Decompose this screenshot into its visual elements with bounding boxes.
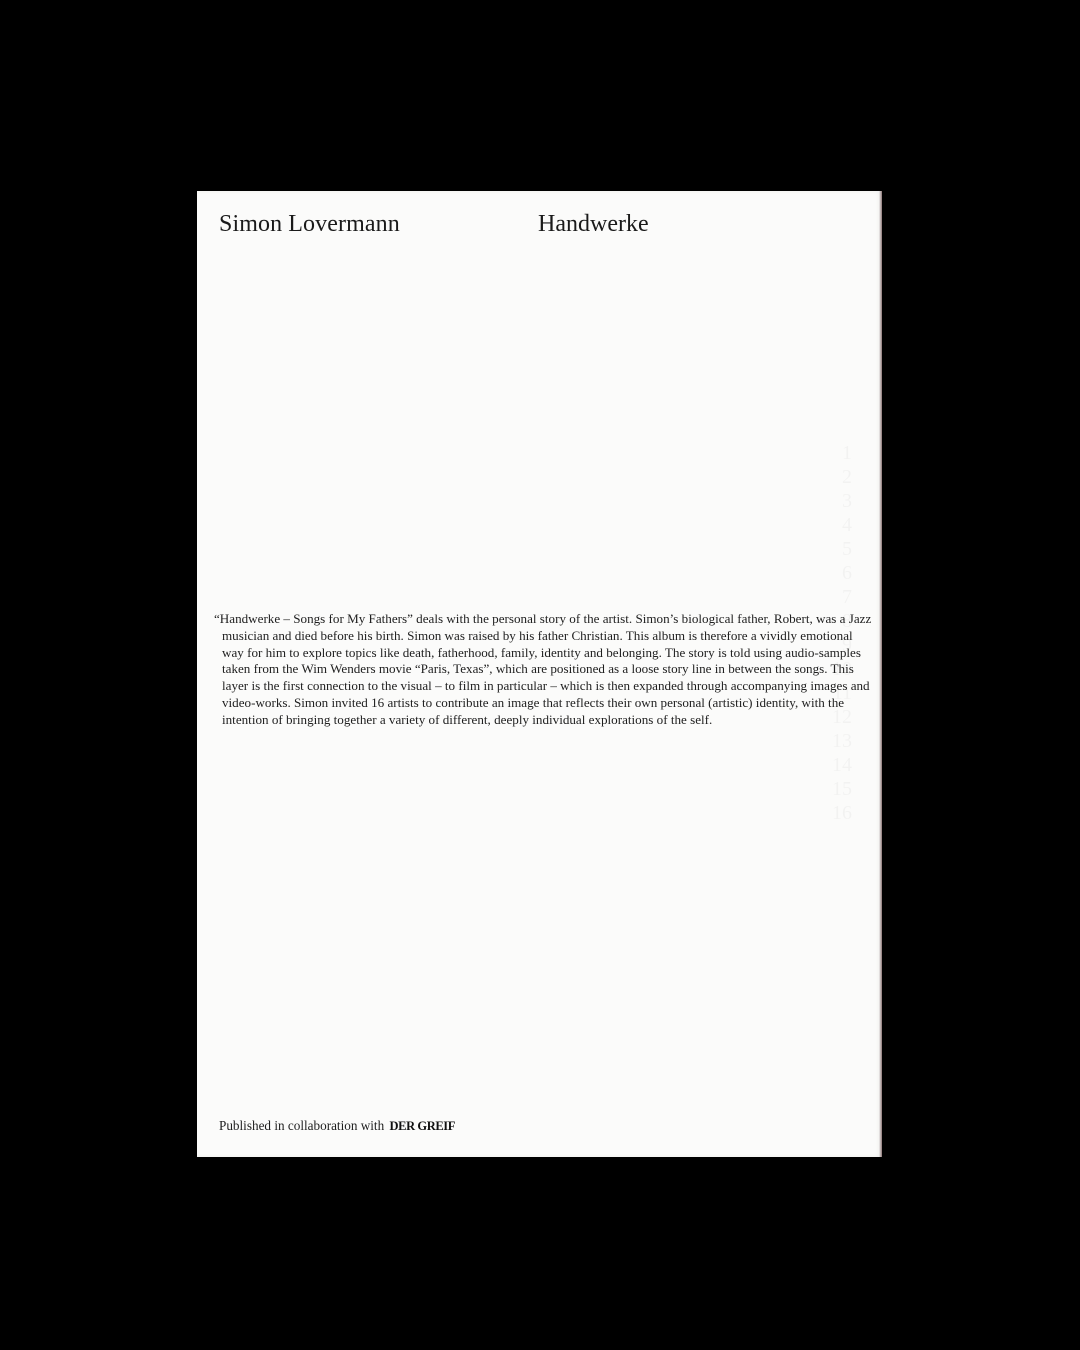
publisher-credit (219, 1118, 455, 1134)
der-greif-logo: DER GREIF (389, 1119, 456, 1133)
book-title: Handwerke (538, 211, 649, 237)
author-name: Simon Lovermann (219, 211, 400, 237)
description-body: a Jazz musician and died before his birth. Simon was raised by his father Christian. This album is therefore a vividly emotional way for him to explore topics like death, fatherhood, family, identity and belonging. The story is told using audio-samples taken from the Wim Wenders movie “Paris, Texas”, which are positioned as a loose story line in between the songs. This layer is the first connection to the visual – to film in particular – which is then expanded through accompanying images and video-works. Simon invited 16 artists to contribute an image that reflects their own personal (artistic) identity, with the intention of bringing together a variety of different, deeply individual explorations of the self. (222, 611, 872, 727)
book-cover (197, 191, 882, 1157)
publisher-credit-text: Published in collaboration with (219, 1118, 385, 1133)
description-first-line: “Handwerke – Songs for My Fathers” deals with the personal story of the artist. Simon’s biological father, Robert, was (214, 611, 837, 626)
description-paragraph (214, 611, 872, 729)
